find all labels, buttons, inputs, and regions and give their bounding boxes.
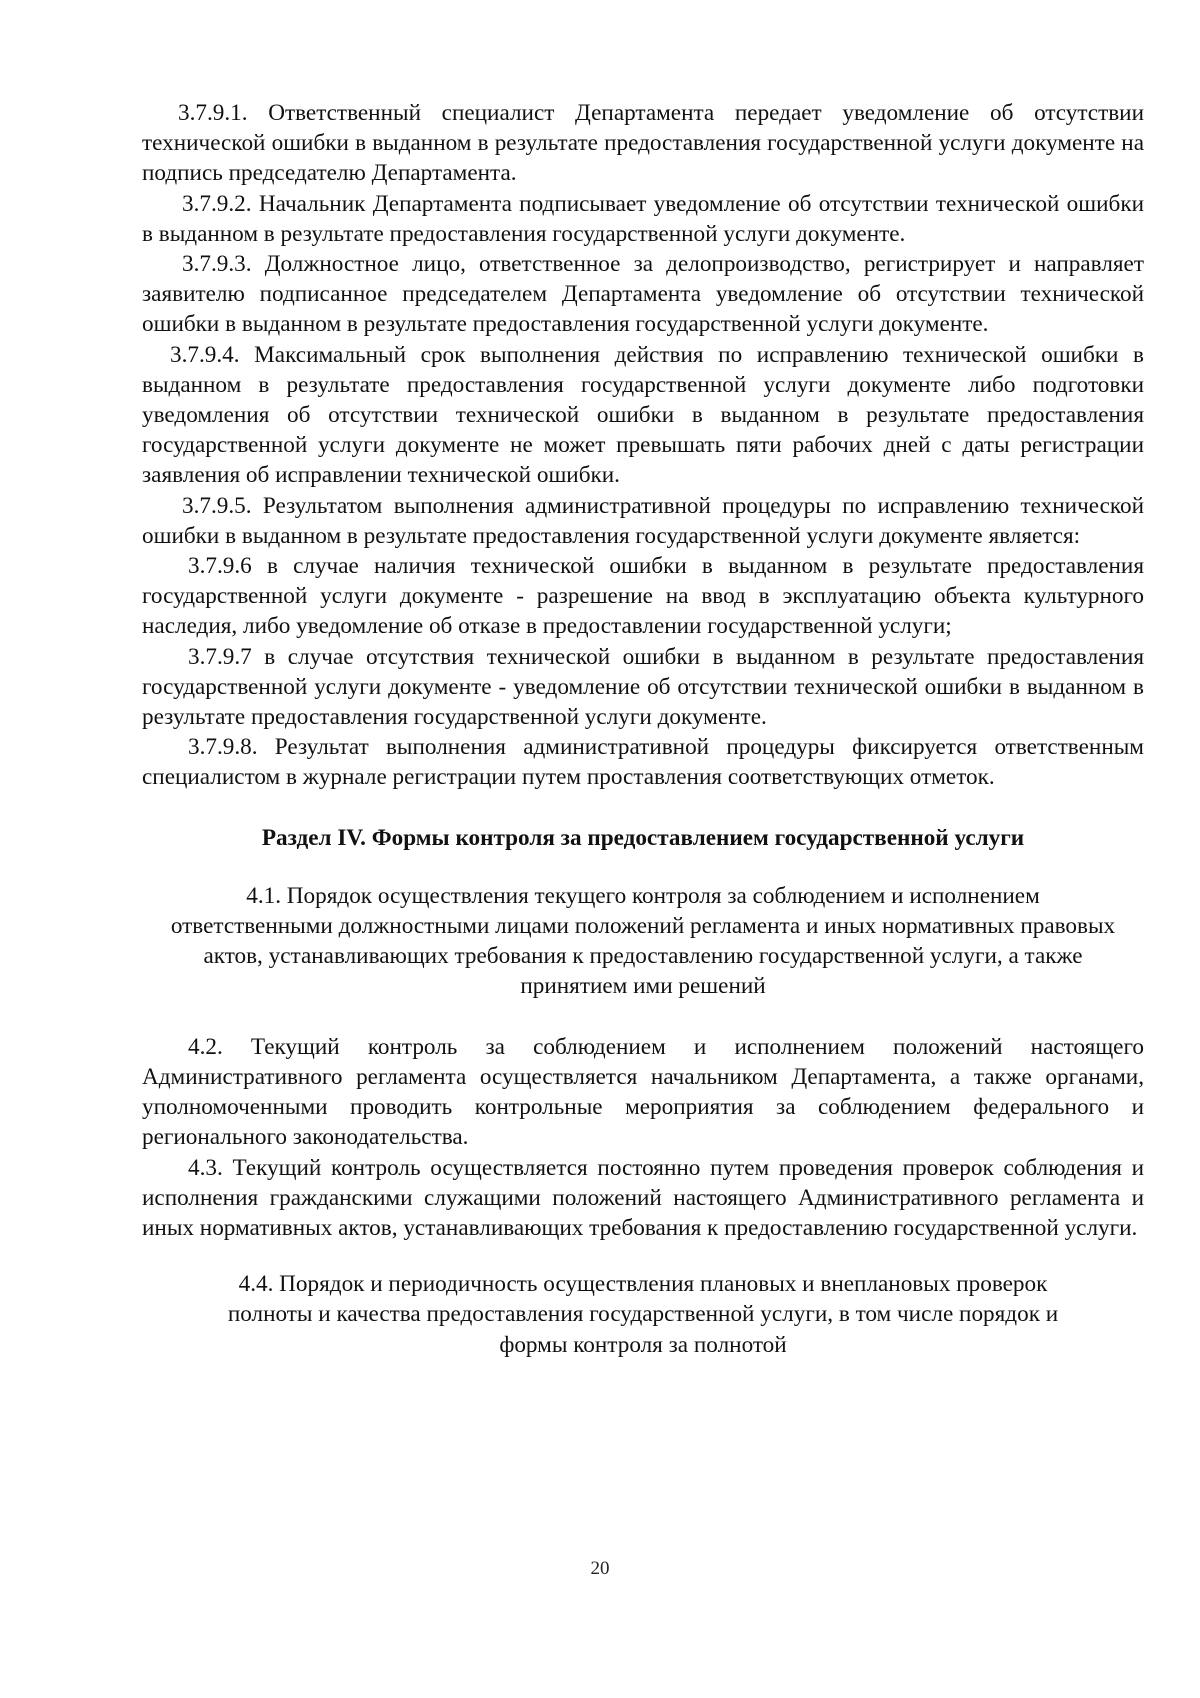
- paragraph-3-7-9-2: 3.7.9.2. Начальник Департамента подписывает уведомление об отсутствии технической ошибки в выданном в результате предоставления государственной услуги документе.: [142, 190, 1144, 247]
- paragraph-4-2: 4.2. Текущий контроль за соблюдением и исполнением положений настоящего Административного регламента осуществляется начальником Департамента, а также органами, уполномоченными проводить контрольные мероприятия за соблюдением федерального и регионального законодательства.: [142, 1033, 1144, 1151]
- paragraph-3-7-9-8: 3.7.9.8. Результат выполнения административной процедуры фиксируется ответственным специалистом в журнале регистрации путем проставления соответствующих отметок.: [142, 734, 1144, 791]
- paragraph-3-7-9-6: 3.7.9.6 в случае наличия технической ошибки в выданном в результате предоставления государственной услуги документе - разрешение на ввод в эксплуатацию объекта культурного наследия, либо уведомление об отказе в предоставлении государственной услуги;: [142, 553, 1144, 640]
- paragraph-3-7-9-1: 3.7.9.1. Ответственный специалист Департамента передает уведомление об отсутствии технической ошибки в выданном в результате предоставления государственной услуги документе на подпись председателю Департамента.: [142, 100, 1144, 187]
- subsection-4-1-title: 4.1. Порядок осуществления текущего контроля за соблюдением и исполнением ответственными должностными лицами положений регламента и иных нормативных правовых актов, устанавливающих требования к предоставлению государственной услуги, а также принятием ими решений: [170, 882, 1116, 1000]
- document-page: [142, 98, 1144, 1360]
- subsection-4-4-title: 4.4. Порядок и периодичность осуществления плановых и внеплановых проверок полноты и качества предоставления государственной услуги, в том числе порядок и формы контроля за полнотой: [227, 1271, 1059, 1358]
- paragraph-3-7-9-4: 3.7.9.4. Максимальный срок выполнения действия по исправлению технической ошибки в выданном в результате предоставления государственной услуги документе либо подготовки уведомления об отсутствии технической ошибки в выданном в результате предоставления государственной услуги документе не может превышать пяти рабочих дней с даты регистрации заявления об исправлении технической ошибки.: [142, 341, 1144, 489]
- paragraph-4-3: 4.3. Текущий контроль осуществляется постоянно путем проведения проверок соблюдения и исполнения гражданскими служащими положений настоящего Административного регламента и иных нормативных актов, устанавливающих требования к предоставлению государственной услуги.: [142, 1154, 1144, 1241]
- paragraph-3-7-9-5: 3.7.9.5. Результатом выполнения административной процедуры по исправлению технической ошибки в выданном в результате предоставления государственной услуги документе является:: [142, 492, 1144, 549]
- page-number: 20: [590, 1558, 610, 1579]
- paragraph-3-7-9-3: 3.7.9.3. Должностное лицо, ответственное за делопроизводство, регистрирует и направляет заявителю подписанное председателем Департамента уведомление об отсутствии технической ошибки в выданном в результате предоставления государственной услуги документе.: [142, 251, 1144, 338]
- section-title: Раздел IV. Формы контроля за предоставлением государственной услуги: [261, 824, 1025, 851]
- paragraph-3-7-9-7: 3.7.9.7 в случае отсутствия технической ошибки в выданном в результате предоставления государственной услуги документе - уведомление об отсутствии технической ошибки в выданном в результате предоставления государственной услуги документе.: [142, 643, 1144, 731]
